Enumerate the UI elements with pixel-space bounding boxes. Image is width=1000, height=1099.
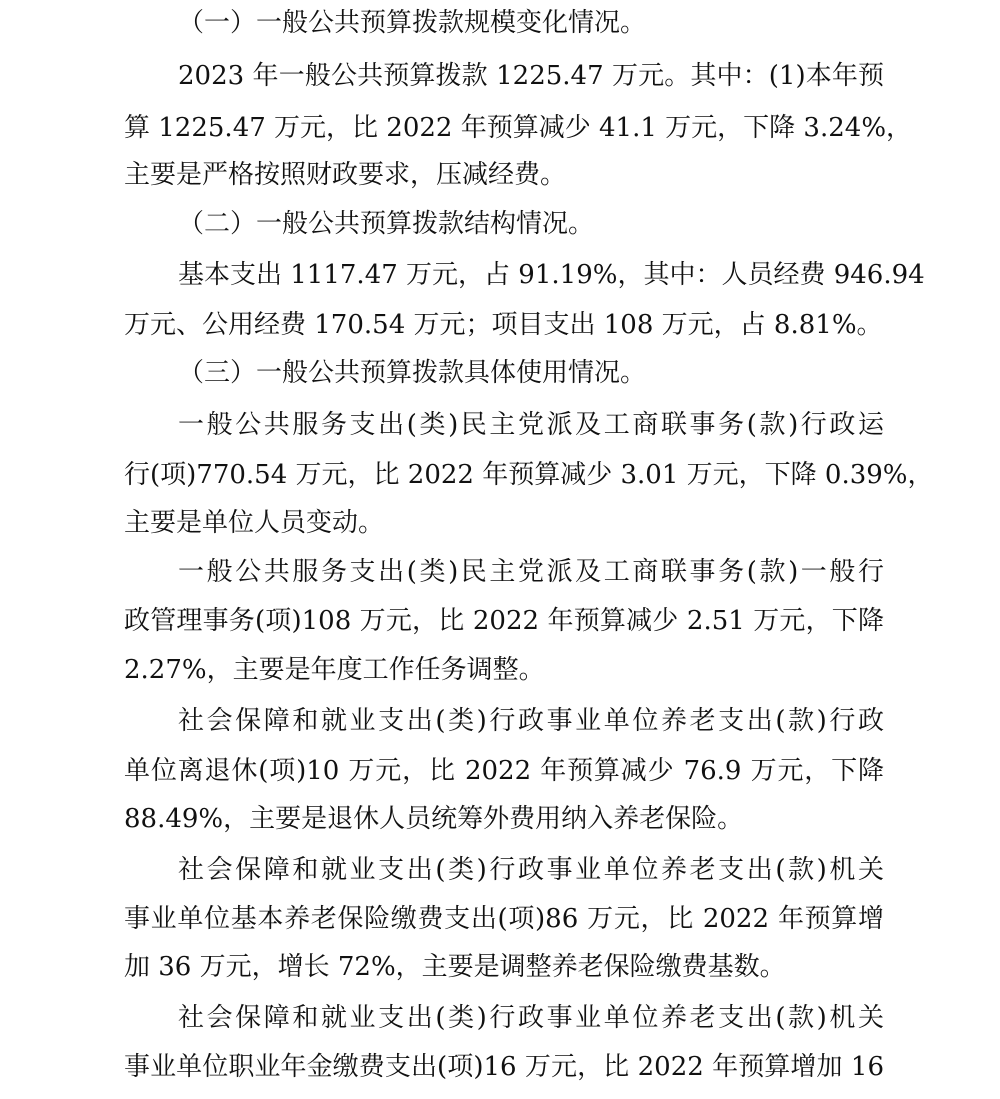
paragraph-4-line-2: 政管理事务(项)108 万元，比 2022 年预算减少 2.51 万元，下降 [124,606,884,636]
section-heading-2: （二）一般公共预算拨款结构情况。 [178,209,595,239]
paragraph-2-line-1: 基本支出 1117.47 万元，占 91.19%，其中：人员经费 946.94 [178,260,925,290]
section-heading-1: （一）一般公共预算拨款规模变化情况。 [178,8,647,38]
paragraph-4-line-1: 一般公共服务支出(类)民主党派及工商联事务(款)一般行 [178,557,884,587]
paragraph-6-line-3: 加 36 万元，增长 72%，主要是调整养老保险缴费基数。 [124,952,786,982]
paragraph-5-line-1: 社会保障和就业支出(类)行政事业单位养老支出(款)行政 [178,706,884,736]
paragraph-2-line-2: 万元、公用经费 170.54 万元；项目支出 108 万元，占 8.81%。 [124,310,883,340]
paragraph-1-line-2: 算 1225.47 万元，比 2022 年预算减少 41.1 万元，下降 3.24%， [124,113,913,143]
paragraph-3-line-3: 主要是单位人员变动。 [124,508,385,538]
paragraph-3-line-2: 行(项)770.54 万元，比 2022 年预算减少 3.01 万元，下降 0.39%， [124,460,934,490]
paragraph-5-line-2: 单位离退休(项)10 万元，比 2022 年预算减少 76.9 万元，下降 [124,756,884,786]
paragraph-5-line-3: 88.49%，主要是退休人员统筹外费用纳入养老保险。 [124,804,744,834]
paragraph-7-line-1: 社会保障和就业支出(类)行政事业单位养老支出(款)机关 [178,1003,884,1033]
paragraph-7-line-2: 事业单位职业年金缴费支出(项)16 万元，比 2022 年预算增加 16 [124,1052,884,1082]
paragraph-3-line-1: 一般公共服务支出(类)民主党派及工商联事务(款)行政运 [178,410,884,440]
paragraph-6-line-1: 社会保障和就业支出(类)行政事业单位养老支出(款)机关 [178,855,884,885]
paragraph-1-line-3: 主要是严格按照财政要求，压减经费。 [124,160,567,190]
paragraph-4-line-3: 2.27%，主要是年度工作任务调整。 [124,655,545,685]
paragraph-6-line-2: 事业单位基本养老保险缴费支出(项)86 万元，比 2022 年预算增 [124,904,884,934]
section-heading-3: （三）一般公共预算拨款具体使用情况。 [178,358,647,388]
paragraph-1-line-1: 2023 年一般公共预算拨款 1225.47 万元。其中：(1)本年预 [178,61,884,91]
